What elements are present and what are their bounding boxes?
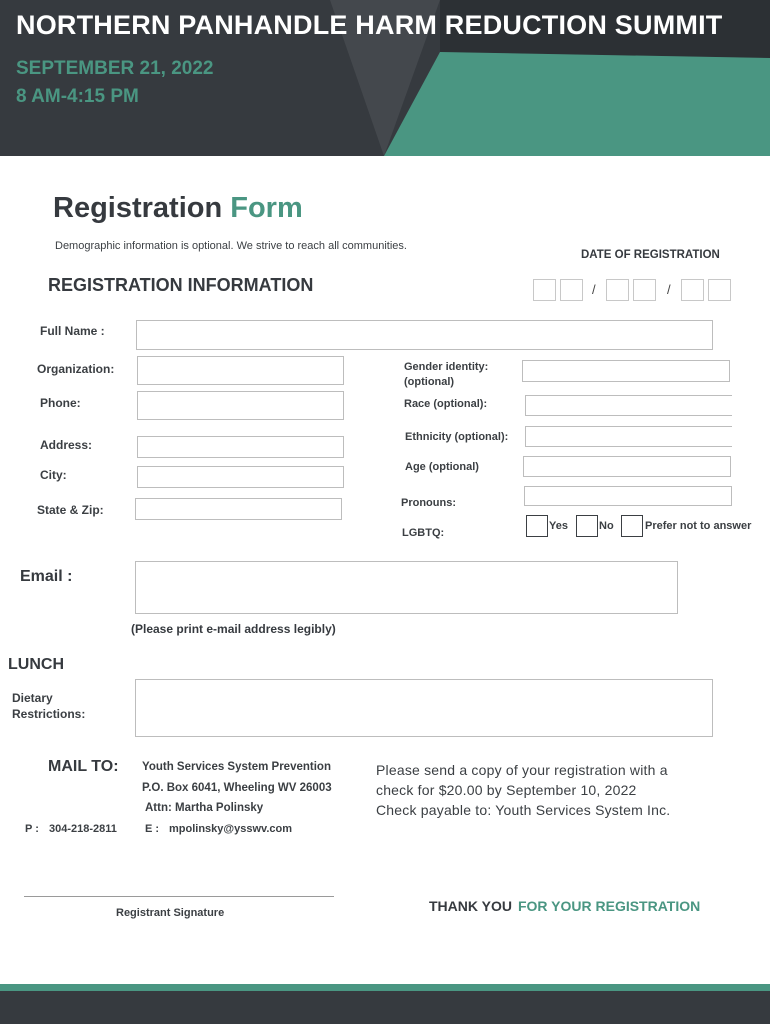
state-zip-label: State & Zip: [37, 503, 104, 517]
date-day-digit-1[interactable] [606, 279, 629, 301]
state-zip-field[interactable] [135, 498, 342, 520]
contact-phone: 304-218-2811 [49, 823, 117, 835]
organization-label: Organization: [37, 362, 115, 376]
form-title [53, 192, 303, 225]
address-field[interactable] [137, 436, 344, 458]
payment-line-3: Check payable to: Youth Services System Inc. [376, 802, 671, 818]
dietary-label-line2: Restrictions: [12, 707, 86, 721]
dietary-restrictions-label [12, 690, 85, 722]
payment-line-1: Please send a copy of your registration with a [376, 762, 668, 778]
lgbtq-prefer-not-checkbox[interactable] [621, 515, 643, 537]
date-separator: / [592, 282, 596, 297]
summit-title: NORTHERN PANHANDLE HARM REDUCTION SUMMIT [16, 10, 723, 40]
date-year-digit-2[interactable] [708, 279, 731, 301]
form-title-accent: Form [230, 192, 303, 224]
full-name-label: Full Name : [40, 324, 105, 338]
registration-info-heading: REGISTRATION INFORMATION [48, 275, 314, 295]
full-name-field[interactable] [136, 320, 713, 350]
age-field[interactable] [523, 456, 731, 477]
date-month-digit-2[interactable] [560, 279, 583, 301]
date-day-digit-2[interactable] [633, 279, 656, 301]
lgbtq-no-label: No [599, 520, 614, 532]
email-note: (Please print e-mail address legibly) [131, 622, 336, 636]
lunch-heading: LUNCH [8, 656, 64, 673]
summit-date: SEPTEMBER 21, 2022 [16, 58, 214, 79]
phone-prefix: P : [25, 823, 39, 835]
email-field[interactable] [135, 561, 678, 614]
race-field[interactable] [525, 395, 732, 416]
mail-attn: Attn: Martha Polinsky [145, 802, 264, 814]
contact-email: mpolinsky@ysswv.com [169, 823, 293, 835]
ethnicity-field[interactable] [525, 426, 732, 447]
thank-you-accent-text: FOR YOUR REGISTRATION [517, 898, 701, 914]
email-prefix: E : [145, 823, 160, 835]
gender-identity-label-text: Gender identity: [404, 361, 489, 373]
form-title-main: Registration [53, 192, 223, 224]
lgbtq-yes-label: Yes [549, 520, 568, 532]
date-year-digit-1[interactable] [681, 279, 704, 301]
gender-identity-optional-note: (optional) [404, 376, 455, 388]
payment-line-2: check for $20.00 by September 10, 2022 [376, 782, 637, 798]
city-label: City: [40, 468, 67, 482]
date-month-digit-1[interactable] [533, 279, 556, 301]
gender-identity-label [404, 360, 488, 390]
footer-bar [0, 991, 770, 1024]
mail-address: P.O. Box 6041, Wheeling WV 26003 [142, 782, 332, 794]
dietary-restrictions-field[interactable] [135, 679, 713, 737]
demographic-note: Demographic information is optional. We strive to reach all communities. [55, 240, 407, 252]
pronouns-label: Pronouns: [401, 497, 456, 509]
organization-field[interactable] [137, 356, 344, 385]
lgbtq-prefer-not-label: Prefer not to answer [645, 520, 752, 532]
dietary-label-line1: Dietary [12, 691, 53, 705]
email-label: Email : [20, 568, 73, 585]
date-of-registration-label: DATE OF REGISTRATION [581, 249, 720, 261]
pronouns-field[interactable] [524, 486, 732, 506]
city-field[interactable] [137, 466, 344, 488]
footer-accent-stripe [0, 984, 770, 991]
mail-org-name: Youth Services System Prevention [142, 761, 331, 773]
race-label: Race (optional): [404, 398, 488, 410]
ethnicity-label: Ethnicity (optional): [405, 431, 509, 443]
lgbtq-no-checkbox[interactable] [576, 515, 598, 537]
summit-time: 8 AM-4:15 PM [16, 86, 139, 107]
phone-field[interactable] [137, 391, 344, 420]
lgbtq-label: LGBTQ: [402, 527, 445, 539]
date-separator: / [667, 282, 671, 297]
age-label: Age (optional) [405, 461, 479, 473]
address-label: Address: [40, 438, 93, 452]
thank-you-message [429, 898, 700, 914]
mail-to-label: MAIL TO: [48, 758, 119, 775]
signature-label: Registrant Signature [116, 907, 225, 919]
thank-you-text: THANK YOU [429, 898, 512, 914]
lgbtq-yes-checkbox[interactable] [526, 515, 548, 537]
gender-identity-field[interactable] [522, 360, 730, 382]
signature-line[interactable] [24, 896, 334, 897]
phone-label: Phone: [40, 396, 81, 410]
header-banner [0, 0, 770, 156]
